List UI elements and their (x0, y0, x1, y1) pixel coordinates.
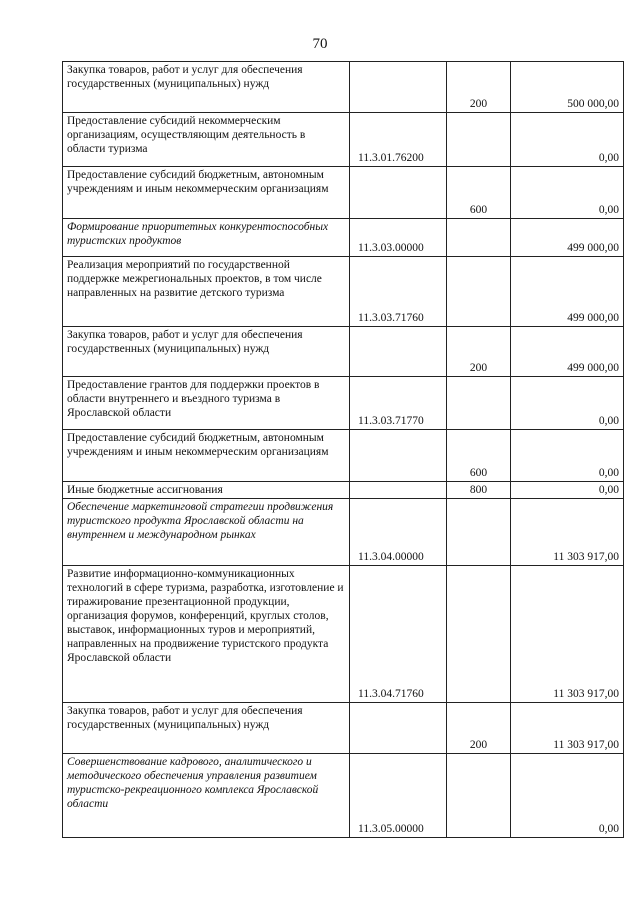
row-name: Иные бюджетные ассигнования (63, 482, 350, 499)
row-expense-type (447, 499, 511, 566)
row-name: Обеспечение маркетинговой стратегии продвижения туристского продукта Ярославской области на внутреннем и международном рынках (63, 499, 350, 566)
row-name: Закупка товаров, работ и услуг для обеспечения государственных (муниципальных) нужд (63, 327, 350, 377)
row-expense-type: 600 (447, 430, 511, 482)
page-number: 70 (312, 36, 328, 52)
table-row (63, 754, 624, 838)
row-code: 11.3.01.76200 (350, 113, 447, 167)
row-amount: 499 000,00 (511, 257, 624, 327)
table-row (63, 566, 624, 703)
row-name: Совершенствование кадрового, аналитического и методического обеспечения управления развитием туристско-рекреационного комплекса Ярославской области (63, 754, 350, 838)
row-code: 11.3.04.00000 (350, 499, 447, 566)
table-row (63, 219, 624, 257)
row-amount: 11 303 917,00 (511, 703, 624, 754)
budget-table-body (63, 62, 624, 838)
row-name: Реализация мероприятий по государственной поддержке межрегиональных проектов, в том числе направленных на развитие детского туризма (63, 257, 350, 327)
row-name: Развитие информационно-коммуникационных технологий в сфере туризма, разработка, изготовление и тиражирование презентационной продукции, организация форумов, конференций, круглых столов, выставок, информационных туров и мероприятий, направленных на продвижение туристского продукта Ярославской области (63, 566, 350, 703)
row-name: Предоставление субсидий некоммерческим организациям, осуществляющим деятельность в области туризма (63, 113, 350, 167)
row-code (350, 703, 447, 754)
row-expense-type: 200 (447, 62, 511, 113)
table-row (63, 499, 624, 566)
row-amount: 500 000,00 (511, 62, 624, 113)
table-row (63, 430, 624, 482)
row-amount: 11 303 917,00 (511, 499, 624, 566)
row-expense-type: 600 (447, 167, 511, 219)
row-amount: 0,00 (511, 113, 624, 167)
row-code (350, 482, 447, 499)
table-row (63, 257, 624, 327)
row-code: 11.3.03.71770 (350, 377, 447, 430)
row-expense-type: 200 (447, 703, 511, 754)
row-name: Предоставление грантов для поддержки проектов в области внутреннего и въездного туризма в Ярославской области (63, 377, 350, 430)
budget-table (62, 61, 624, 838)
row-expense-type: 800 (447, 482, 511, 499)
row-name: Закупка товаров, работ и услуг для обеспечения государственных (муниципальных) нужд (63, 703, 350, 754)
row-amount: 0,00 (511, 377, 624, 430)
row-name: Формирование приоритетных конкурентоспособных туристских продуктов (63, 219, 350, 257)
table-row (63, 327, 624, 377)
table-row (63, 377, 624, 430)
row-code: 11.3.04.71760 (350, 566, 447, 703)
table-row (63, 482, 624, 499)
row-code (350, 167, 447, 219)
row-expense-type (447, 566, 511, 703)
row-name: Предоставление субсидий бюджетным, автономным учреждениям и иным некоммерческим организациям (63, 167, 350, 219)
row-code (350, 62, 447, 113)
row-amount: 0,00 (511, 167, 624, 219)
row-expense-type (447, 113, 511, 167)
row-amount: 499 000,00 (511, 219, 624, 257)
row-amount: 11 303 917,00 (511, 566, 624, 703)
table-row (63, 62, 624, 113)
row-name: Закупка товаров, работ и услуг для обеспечения государственных (муниципальных) нужд (63, 62, 350, 113)
row-expense-type (447, 219, 511, 257)
row-amount: 0,00 (511, 430, 624, 482)
row-code: 11.3.03.00000 (350, 219, 447, 257)
row-amount: 0,00 (511, 754, 624, 838)
table-row (63, 113, 624, 167)
row-expense-type (447, 257, 511, 327)
row-code: 11.3.03.71760 (350, 257, 447, 327)
row-expense-type (447, 377, 511, 430)
table-row (63, 703, 624, 754)
row-amount: 499 000,00 (511, 327, 624, 377)
row-expense-type: 200 (447, 327, 511, 377)
row-code: 11.3.05.00000 (350, 754, 447, 838)
row-code (350, 430, 447, 482)
row-expense-type (447, 754, 511, 838)
row-code (350, 327, 447, 377)
table-row (63, 167, 624, 219)
row-amount: 0,00 (511, 482, 624, 499)
row-name: Предоставление субсидий бюджетным, автономным учреждениям и иным некоммерческим организациям (63, 430, 350, 482)
